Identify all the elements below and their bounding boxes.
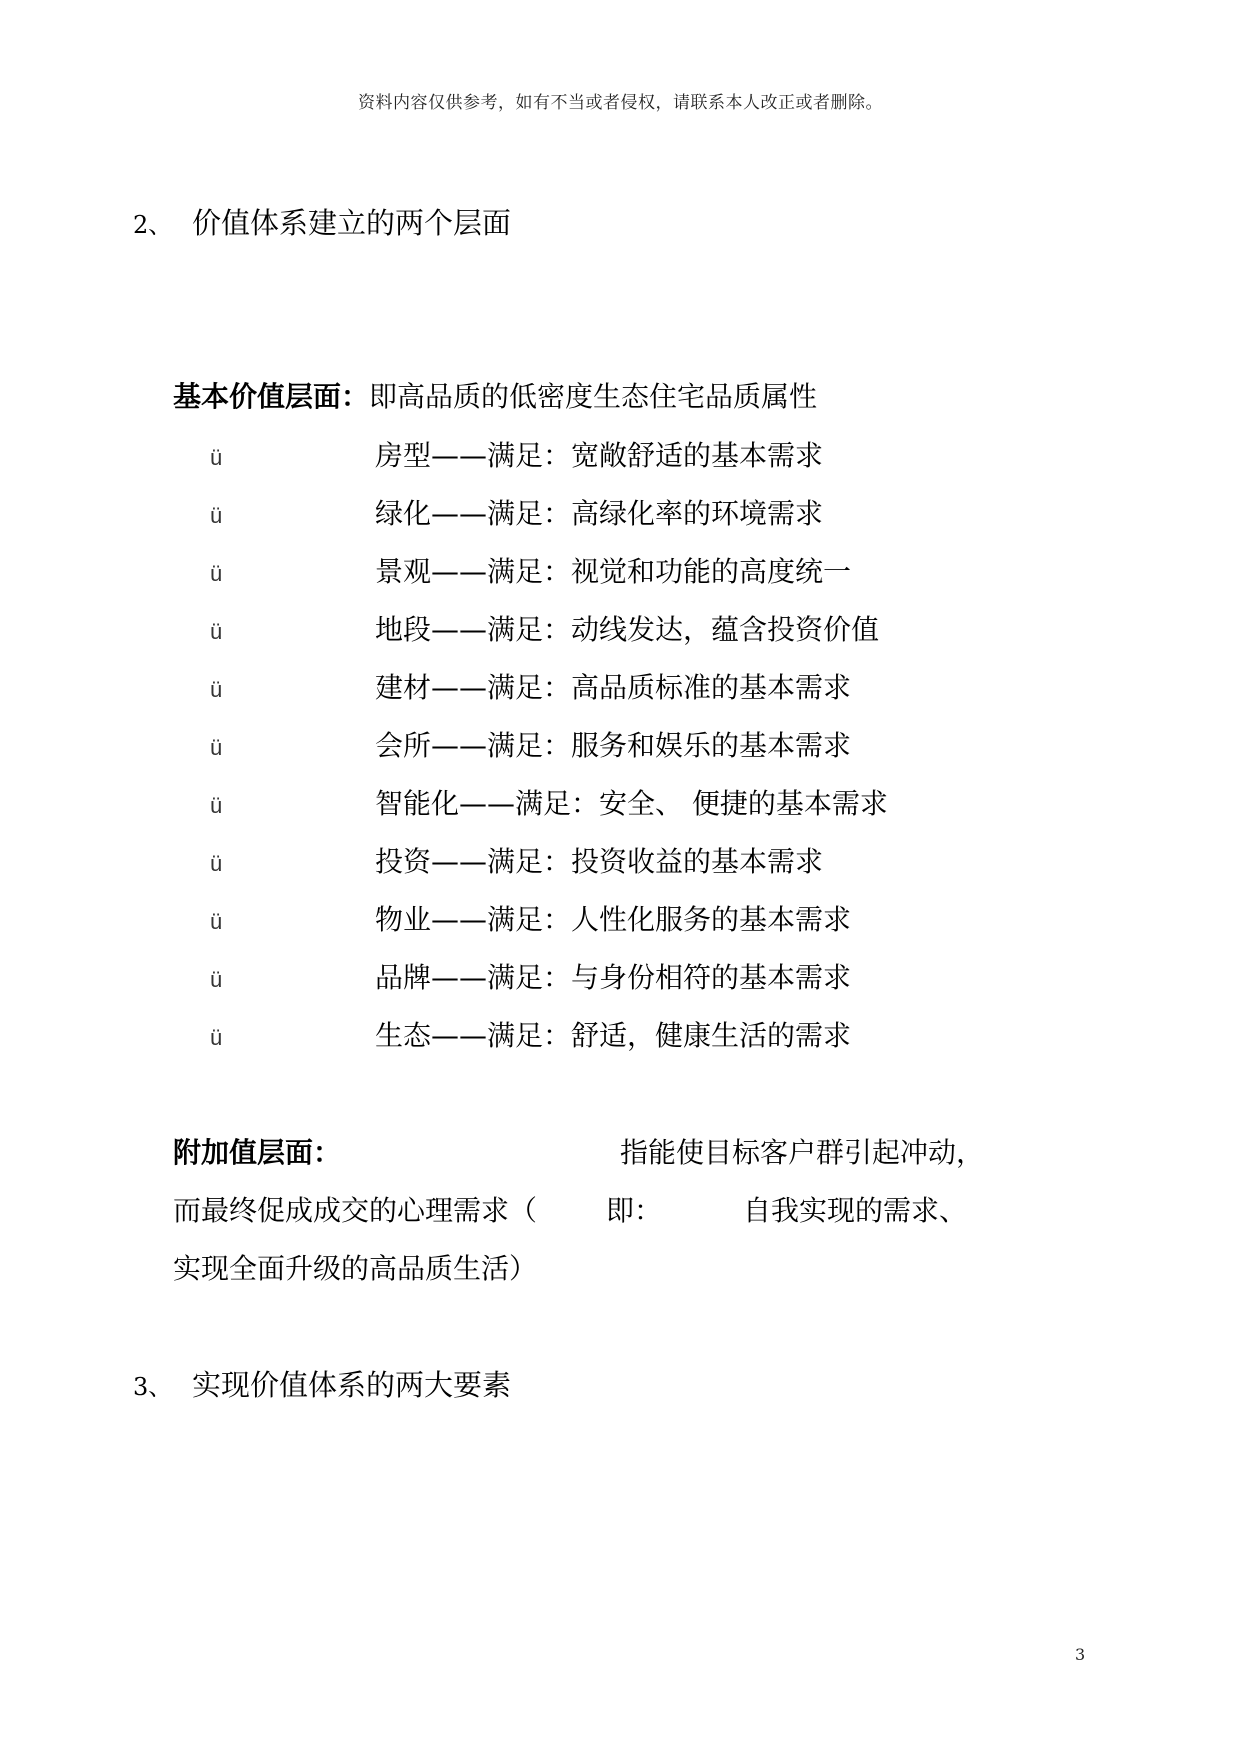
bullet-check-icon: ü — [210, 735, 223, 760]
header-disclaimer: 资料内容仅供参考，如有不当或者侵权，请联系本人改正或者删除。 — [358, 93, 883, 113]
list-item: 建材——满足：高品质标准的基本需求 — [375, 671, 852, 704]
section-title: 价值体系建立的两个层面 — [192, 206, 512, 240]
section-number: 2、 — [133, 211, 173, 239]
added-value-label: 附加值层面： — [173, 1136, 342, 1169]
bullet-check-icon: ü — [210, 677, 223, 702]
added-value-line2a: 而最终促成成交的心理需求（ — [173, 1194, 538, 1227]
list-item: 生态——满足：舒适，健康生活的需求 — [375, 1019, 852, 1052]
list-item: 景观——满足：视觉和功能的高度统一 — [375, 555, 852, 588]
basic-value-description: 即高品质的低密度生态住宅品质属性 — [369, 380, 818, 413]
list-item: 投资——满足：投资收益的基本需求 — [375, 845, 824, 878]
bullet-check-icon: ü — [210, 851, 223, 876]
bullet-check-icon: ü — [210, 909, 223, 934]
bullet-check-icon: ü — [210, 503, 223, 528]
added-value-line3: 实现全面升级的高品质生活） — [173, 1252, 538, 1285]
basic-value-label: 基本价值层面： — [173, 380, 370, 413]
list-item: 绿化——满足：高绿化率的环境需求 — [375, 497, 824, 530]
list-item: 物业——满足：人性化服务的基本需求 — [375, 903, 852, 936]
bullet-check-icon: ü — [210, 1025, 223, 1050]
bullet-check-icon: ü — [210, 561, 223, 586]
bullet-check-icon: ü — [210, 619, 223, 644]
section-title: 实现价值体系的两大要素 — [192, 1368, 512, 1402]
list-item: 地段——满足：动线发达，蕴含投资价值 — [375, 613, 880, 646]
bullet-check-icon: ü — [210, 445, 223, 470]
bullet-check-icon: ü — [210, 967, 223, 992]
basic-value-line — [173, 380, 817, 414]
bullet-check-icon: ü — [210, 793, 223, 818]
section-heading-2 — [133, 205, 512, 243]
list-item: 会所——满足：服务和娱乐的基本需求 — [375, 729, 852, 762]
added-value-line2b: 即： — [606, 1194, 663, 1227]
added-value-line2c: 自我实现的需求、 — [743, 1194, 968, 1227]
added-value-line1: 指能使目标客户群引起冲动， — [620, 1136, 985, 1169]
list-item: 房型——满足：宽敞舒适的基本需求 — [375, 439, 824, 472]
page-number: 3 — [1075, 1645, 1086, 1664]
section-heading-3 — [133, 1367, 512, 1405]
list-item: 品牌——满足：与身份相符的基本需求 — [375, 961, 852, 994]
list-item: 智能化——满足：安全、 便捷的基本需求 — [375, 787, 888, 820]
section-number: 3、 — [133, 1373, 173, 1401]
